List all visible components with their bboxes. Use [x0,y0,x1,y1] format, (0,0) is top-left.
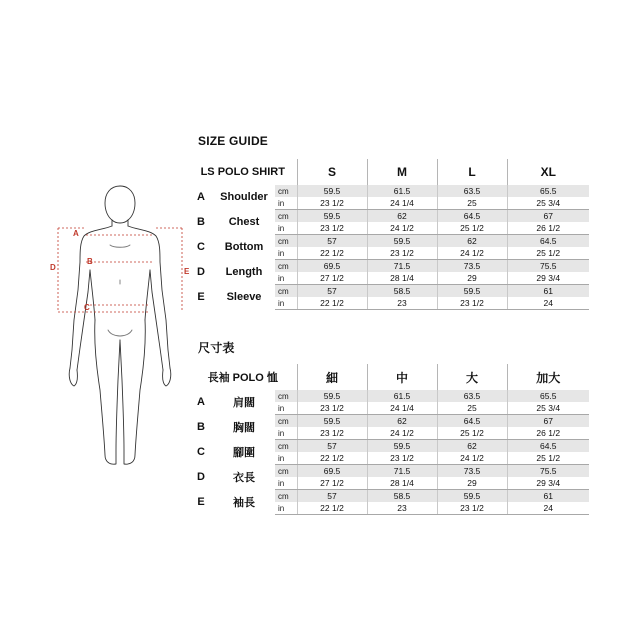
section-title-english: SIZE GUIDE [198,134,269,148]
unit-label: cm [275,285,297,298]
size-value: 27 1/2 [297,272,367,285]
size-value: 25 [437,197,507,210]
size-value: 22 1/2 [297,297,367,310]
table-row [189,415,589,428]
size-value: 64.5 [437,415,507,428]
size-value: 23 [367,297,437,310]
size-value: 27 1/2 [297,477,367,490]
size-value: 58.5 [367,285,437,298]
size-value: 57 [297,235,367,248]
size-value: 23 1/2 [437,297,507,310]
unit-label: cm [275,185,297,197]
table-row [189,465,589,478]
unit-label: cm [275,390,297,402]
size-value: 25 1/2 [437,427,507,440]
measure-name: Chest [228,216,260,228]
unit-label: in [275,222,297,235]
unit-label: cm [275,490,297,503]
size-value: 26 1/2 [507,427,589,440]
size-value: 65.5 [507,185,589,197]
size-value: 24 [507,502,589,515]
size-value: 59.5 [297,415,367,428]
measure-name: 腳圍 [233,447,255,459]
size-value: 28 1/4 [367,477,437,490]
size-value: 73.5 [437,465,507,478]
size-value: 71.5 [367,465,437,478]
size-value: 69.5 [297,260,367,273]
size-value: 29 [437,272,507,285]
size-table-chinese [189,364,589,515]
size-table-english [189,159,589,310]
unit-label: cm [275,465,297,478]
measure-letter: B [197,421,205,433]
table-row [189,390,589,402]
size-value: 25 1/2 [507,247,589,260]
size-value: 23 1/2 [297,402,367,415]
size-value: 63.5 [437,390,507,402]
table-row [189,285,589,298]
size-value: 61.5 [367,390,437,402]
unit-label: in [275,502,297,515]
size-value: 59.5 [297,390,367,402]
measure-letter: D [197,471,205,483]
size-value: 59.5 [297,210,367,223]
unit-label: in [275,452,297,465]
measure-letter: E [197,496,205,508]
table-body [189,185,589,310]
size-value: 25 [437,402,507,415]
product-name: LS POLO SHIRT [200,166,285,178]
size-value: 29 3/4 [507,477,589,490]
unit-label: in [275,402,297,415]
size-value: 24 [507,297,589,310]
label-e: E [184,267,190,276]
unit-label: in [275,477,297,490]
product-name: 長袖 POLO 恤 [207,372,278,384]
measure-letter: A [197,191,205,204]
measure-name: 肩闊 [233,397,255,410]
unit-label: in [275,247,297,260]
size-value: 71.5 [367,260,437,273]
size-value: 23 [367,502,437,515]
body-figure [50,180,190,470]
size-value: 23 1/2 [367,247,437,260]
table-row [189,235,589,248]
size-value: 61.5 [367,185,437,197]
size-value: 22 1/2 [297,452,367,465]
size-header: XL [507,159,589,185]
size-value: 59.5 [437,285,507,298]
unit-label: in [275,427,297,440]
size-value: 29 3/4 [507,272,589,285]
size-value: 58.5 [367,490,437,503]
measure-name: Shoulder [220,191,268,204]
size-value: 28 1/4 [367,272,437,285]
unit-label: cm [275,260,297,273]
size-value: 59.5 [437,490,507,503]
unit-label: cm [275,210,297,223]
size-header: L [437,159,507,185]
size-value: 65.5 [507,390,589,402]
measure-letter: C [197,241,205,253]
size-value: 62 [437,440,507,453]
size-value: 23 1/2 [437,502,507,515]
size-value: 62 [367,415,437,428]
size-header: 加大 [507,364,589,390]
size-value: 24 1/2 [367,222,437,235]
header-row [189,364,589,390]
size-value: 63.5 [437,185,507,197]
measure-name: Sleeve [226,291,262,303]
size-value: 67 [507,415,589,428]
size-value: 26 1/2 [507,222,589,235]
size-value: 23 1/2 [297,222,367,235]
unit-label: cm [275,440,297,453]
size-value: 22 1/2 [297,502,367,515]
size-value: 64.5 [507,440,589,453]
unit-label: cm [275,415,297,428]
size-value: 75.5 [507,465,589,478]
size-value: 24 1/2 [437,452,507,465]
table-row [189,440,589,453]
size-value: 61 [507,285,589,298]
size-header: S [297,159,367,185]
size-value: 24 1/4 [367,197,437,210]
table-row [189,260,589,273]
label-a: A [73,229,79,238]
size-value: 64.5 [507,235,589,248]
label-b: B [87,257,93,266]
size-value: 25 1/2 [437,222,507,235]
measure-letter: E [197,291,205,303]
size-value: 64.5 [437,210,507,223]
unit-label: in [275,272,297,285]
measure-name: 衣長 [233,472,255,484]
table-body [189,390,589,515]
unit-label: cm [275,235,297,248]
measure-letter: C [197,446,205,458]
size-value: 57 [297,440,367,453]
size-value: 25 3/4 [507,197,589,210]
section-title-chinese: 尺寸表 [198,341,235,355]
size-value: 23 1/2 [367,452,437,465]
size-value: 73.5 [437,260,507,273]
size-value: 23 1/2 [297,197,367,210]
label-c: C [84,303,90,312]
unit-label: in [275,197,297,210]
unit-label: in [275,297,297,310]
table-row [189,490,589,503]
size-header: 大 [437,364,507,390]
size-value: 25 1/2 [507,452,589,465]
header-row [189,159,589,185]
size-header: M [367,159,437,185]
measure-letter: B [197,216,205,228]
size-value: 57 [297,490,367,503]
size-value: 69.5 [297,465,367,478]
size-value: 24 1/2 [367,427,437,440]
size-value: 59.5 [367,235,437,248]
table-row [189,210,589,223]
measure-letter: D [197,266,205,278]
size-value: 62 [367,210,437,223]
size-header: 中 [367,364,437,390]
size-value: 22 1/2 [297,247,367,260]
size-value: 23 1/2 [297,427,367,440]
size-value: 24 1/4 [367,402,437,415]
measure-name: 胸闊 [233,422,255,434]
size-value: 67 [507,210,589,223]
measure-name: 袖長 [233,497,255,509]
label-d: D [50,263,56,272]
table-row [189,185,589,197]
size-value: 75.5 [507,260,589,273]
size-value: 25 3/4 [507,402,589,415]
size-header: 細 [297,364,367,390]
size-value: 62 [437,235,507,248]
size-value: 61 [507,490,589,503]
size-value: 29 [437,477,507,490]
measure-name: Bottom [224,241,264,253]
size-value: 24 1/2 [437,247,507,260]
size-value: 59.5 [367,440,437,453]
body-outline [69,186,171,464]
measure-letter: A [197,396,205,409]
measure-name: Length [225,266,263,278]
size-value: 59.5 [297,185,367,197]
size-value: 57 [297,285,367,298]
